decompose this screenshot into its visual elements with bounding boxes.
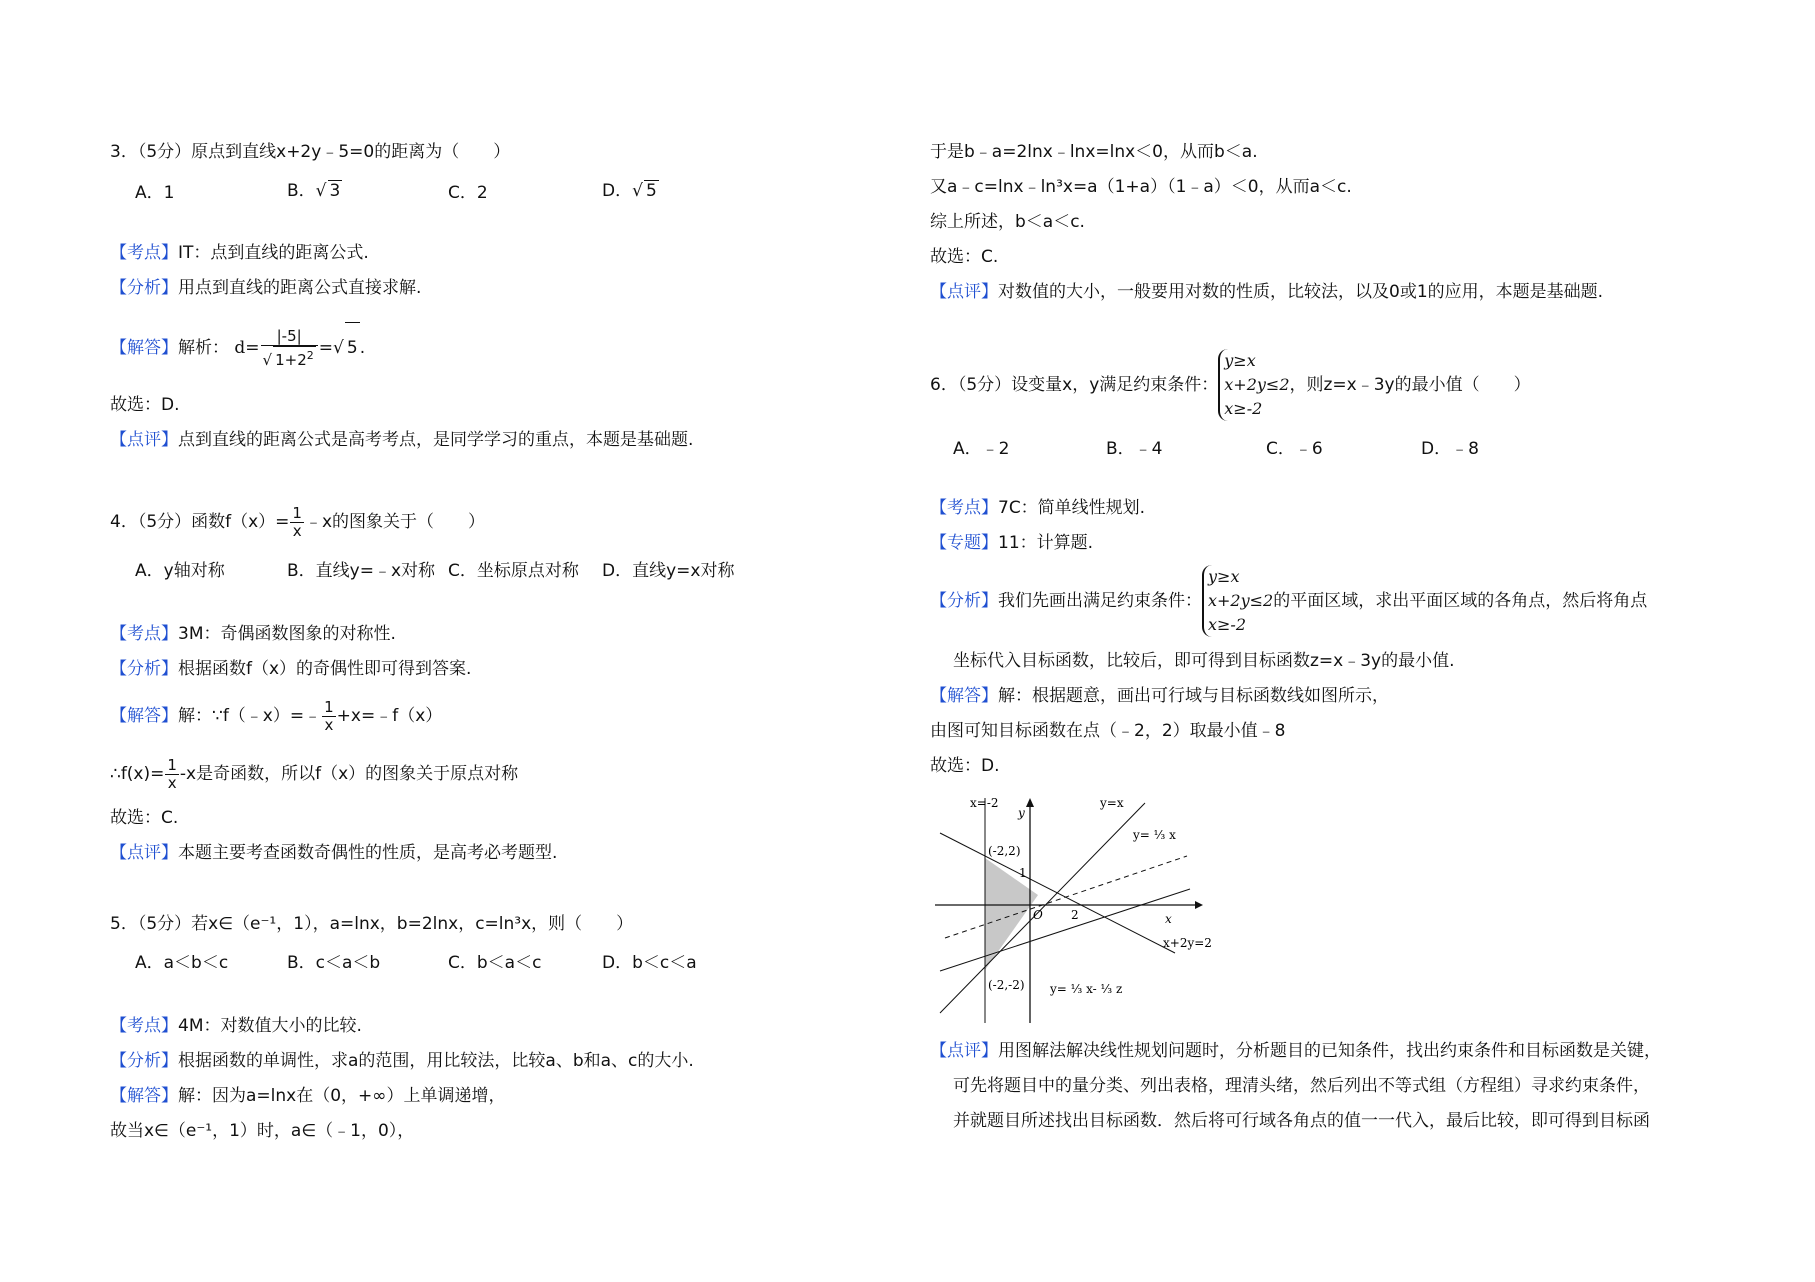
q3-option-d: D．√ 5 — [602, 181, 657, 201]
q4-dianping: 【点评】本题主要考查函数奇偶性的性质，是高考必考题型. — [110, 843, 558, 863]
q5-dianping: 【点评】对数值的大小，一般要用对数的性质，比较法，以及0或1的应用，本题是基础题. — [930, 282, 1604, 302]
q4-jieda-line2: ∴f(x)= $\frac{1}{x}$ -x是奇函数，所以f（x）的图象关于原点对称 — [110, 755, 519, 792]
line-y-third-x — [945, 856, 1187, 938]
q3-option-a: A．1 — [135, 183, 175, 203]
q3-fenxi: 【分析】用点到直线的距离公式直接求解. — [110, 278, 422, 298]
label-x-2y-eq-2: x+2y=2 — [1163, 936, 1212, 950]
q6-constraints: y≥x x+2y≤2 x≥-2 — [1218, 349, 1289, 421]
q5-cont-line1: 于是b﹣a=2lnx﹣lnx=lnx＜0，从而b＜a. — [930, 142, 1258, 162]
q3-distance-fraction: $\frac{|-5|}{√ 1+2^2}$ — [261, 328, 318, 369]
q6-option-b: B．﹣4 — [1106, 439, 1163, 459]
q3-option-b: B．√ 3 — [287, 181, 341, 201]
q5-jieda-line2: 故当x∈（e⁻¹，1）时，a∈（﹣1，0）， — [110, 1121, 415, 1141]
q4-stem: 4．（5分）函数f（x）= $\frac{1}{x}$ ﹣x的图象关于（ ） — [110, 503, 486, 540]
q6-dianping: 【点评】用图解法解决线性规划问题时，分析题目的已知条件，找出约束条件和目标函数是关键， — [930, 1041, 1661, 1061]
q5-jieda: 【解答】解：因为a=lnx在（0，+∞）上单调递增， — [110, 1086, 506, 1106]
q6-fenxi-line2: 坐标代入目标函数，比较后，即可得到目标函数z=x﹣3y的最小值. — [953, 651, 1455, 671]
q4-guxuan: 故选：C. — [110, 808, 179, 828]
q6-option-a: A．﹣2 — [953, 439, 1010, 459]
q4-jieda: 【解答】解：∵f（﹣x）=﹣ $\frac{1}{x}$ +x=﹣f（x） — [110, 697, 443, 734]
q4-fenxi: 【分析】根据函数f（x）的奇偶性即可得到答案. — [110, 659, 472, 679]
label-y-axis: y — [1018, 806, 1025, 820]
q5-option-a: A．a＜b＜c — [135, 953, 229, 973]
q4-kaodian: 【考点】3M：奇偶函数图象的对称性. — [110, 624, 396, 644]
label-tick-2: 2 — [1071, 908, 1079, 922]
objective-line — [940, 889, 1190, 971]
q6-guxuan: 故选：D. — [930, 756, 1000, 776]
q3-option-c: C．2 — [448, 183, 488, 203]
q5-kaodian: 【考点】4M：对数值大小的比较. — [110, 1016, 362, 1036]
q3-d-radicand: 5 — [645, 181, 657, 201]
linear-programming-graph — [935, 793, 1215, 1023]
q5-fenxi: 【分析】根据函数的单调性，求a的范围，用比较法，比较a、b和a、c的大小. — [110, 1051, 694, 1071]
q6-dianping-line2: 可先将题目中的量分类、列出表格，理清头绪，然后列出不等式组（方程组）寻求约束条件， — [953, 1076, 1650, 1096]
q4-option-a: A．y轴对称 — [135, 561, 225, 581]
label-x-eq-neg2: x=-2 — [970, 796, 999, 810]
q3-jieda: 【解答】解析： d= $\frac{|-5|}{√ 1+2^2}$ =√ 5 . — [110, 322, 365, 373]
label-point-neg2-neg2: (-2,-2) — [988, 978, 1025, 992]
y-axis-arrow — [1026, 798, 1034, 807]
label-x-axis: x — [1165, 912, 1172, 926]
q3-b-radicand: 3 — [329, 181, 341, 201]
q5-option-b: B．c＜a＜b — [287, 953, 381, 973]
q4-option-d: D．直线y=x对称 — [602, 561, 735, 581]
x-axis-arrow — [1195, 901, 1203, 909]
label-point-neg2-2: (-2,2) — [988, 844, 1021, 858]
q6-option-c: C．﹣6 — [1266, 439, 1323, 459]
q5-cont-line3: 综上所述，b＜a＜c. — [930, 212, 1085, 232]
q5-stem: 5．（5分）若x∈（e⁻¹，1），a=lnx，b=2lnx，c=ln³x，则（ ） — [110, 914, 634, 934]
label-origin: O — [1033, 908, 1043, 922]
q4-option-b: B．直线y=﹣x对称 — [287, 561, 436, 581]
q6-fenxi: 【分析】我们先画出满足约束条件： y≥x x+2y≤2 x≥-2 的平面区域，求出平面区域的各角点，然后将角点 — [930, 564, 1647, 638]
q4-option-c: C．坐标原点对称 — [448, 561, 579, 581]
label-y-eq-x: y=x — [1100, 796, 1124, 810]
q5-cont-guxuan: 故选：C. — [930, 247, 999, 267]
label-tick-1: 1 — [1019, 866, 1027, 880]
q3-kaodian: 【考点】IT：点到直线的距离公式. — [110, 243, 369, 263]
q3-dianping: 【点评】点到直线的距离公式是高考考点，是同学学习的重点，本题是基础题. — [110, 430, 694, 450]
label-objective: y= ⅓ x- ⅓ z — [1050, 982, 1123, 996]
q6-option-d: D．﹣8 — [1421, 439, 1479, 459]
q6-dianping-line3: 并就题目所述找出目标函数．然后将可行域各角点的值一一代入，最后比较，即可得到目标函 — [953, 1111, 1650, 1131]
line-x-2y-eq-2 — [940, 833, 1175, 953]
q6-jieda-line2: 由图可知目标函数在点（﹣2，2）取最小值﹣8 — [930, 721, 1286, 741]
q6-kaodian: 【考点】7C：简单线性规划. — [930, 498, 1146, 518]
q5-option-c: C．b＜a＜c — [448, 953, 542, 973]
label-y-third-x: y= ⅓ x — [1133, 828, 1176, 842]
q5-option-d: D．b＜c＜a — [602, 953, 697, 973]
q3-guxuan: 故选：D. — [110, 395, 180, 415]
q6-stem: 6．（5分）设变量x，y满足约束条件： y≥x x+2y≤2 x≥-2 ，则z=x﹣3y的最小值（ ） — [930, 348, 1531, 422]
q5-cont-line2: 又a﹣c=lnx﹣ln³x=a（1+a）（1﹣a）＜0，从而a＜c. — [930, 177, 1352, 197]
q6-jieda: 【解答】解：根据题意，画出可行域与目标函数线如图所示， — [930, 686, 1389, 706]
q3-stem: 3．（5分）原点到直线x+2y﹣5=0的距离为（ ） — [110, 142, 511, 162]
q6-zhuanti: 【专题】11：计算题. — [930, 533, 1094, 553]
